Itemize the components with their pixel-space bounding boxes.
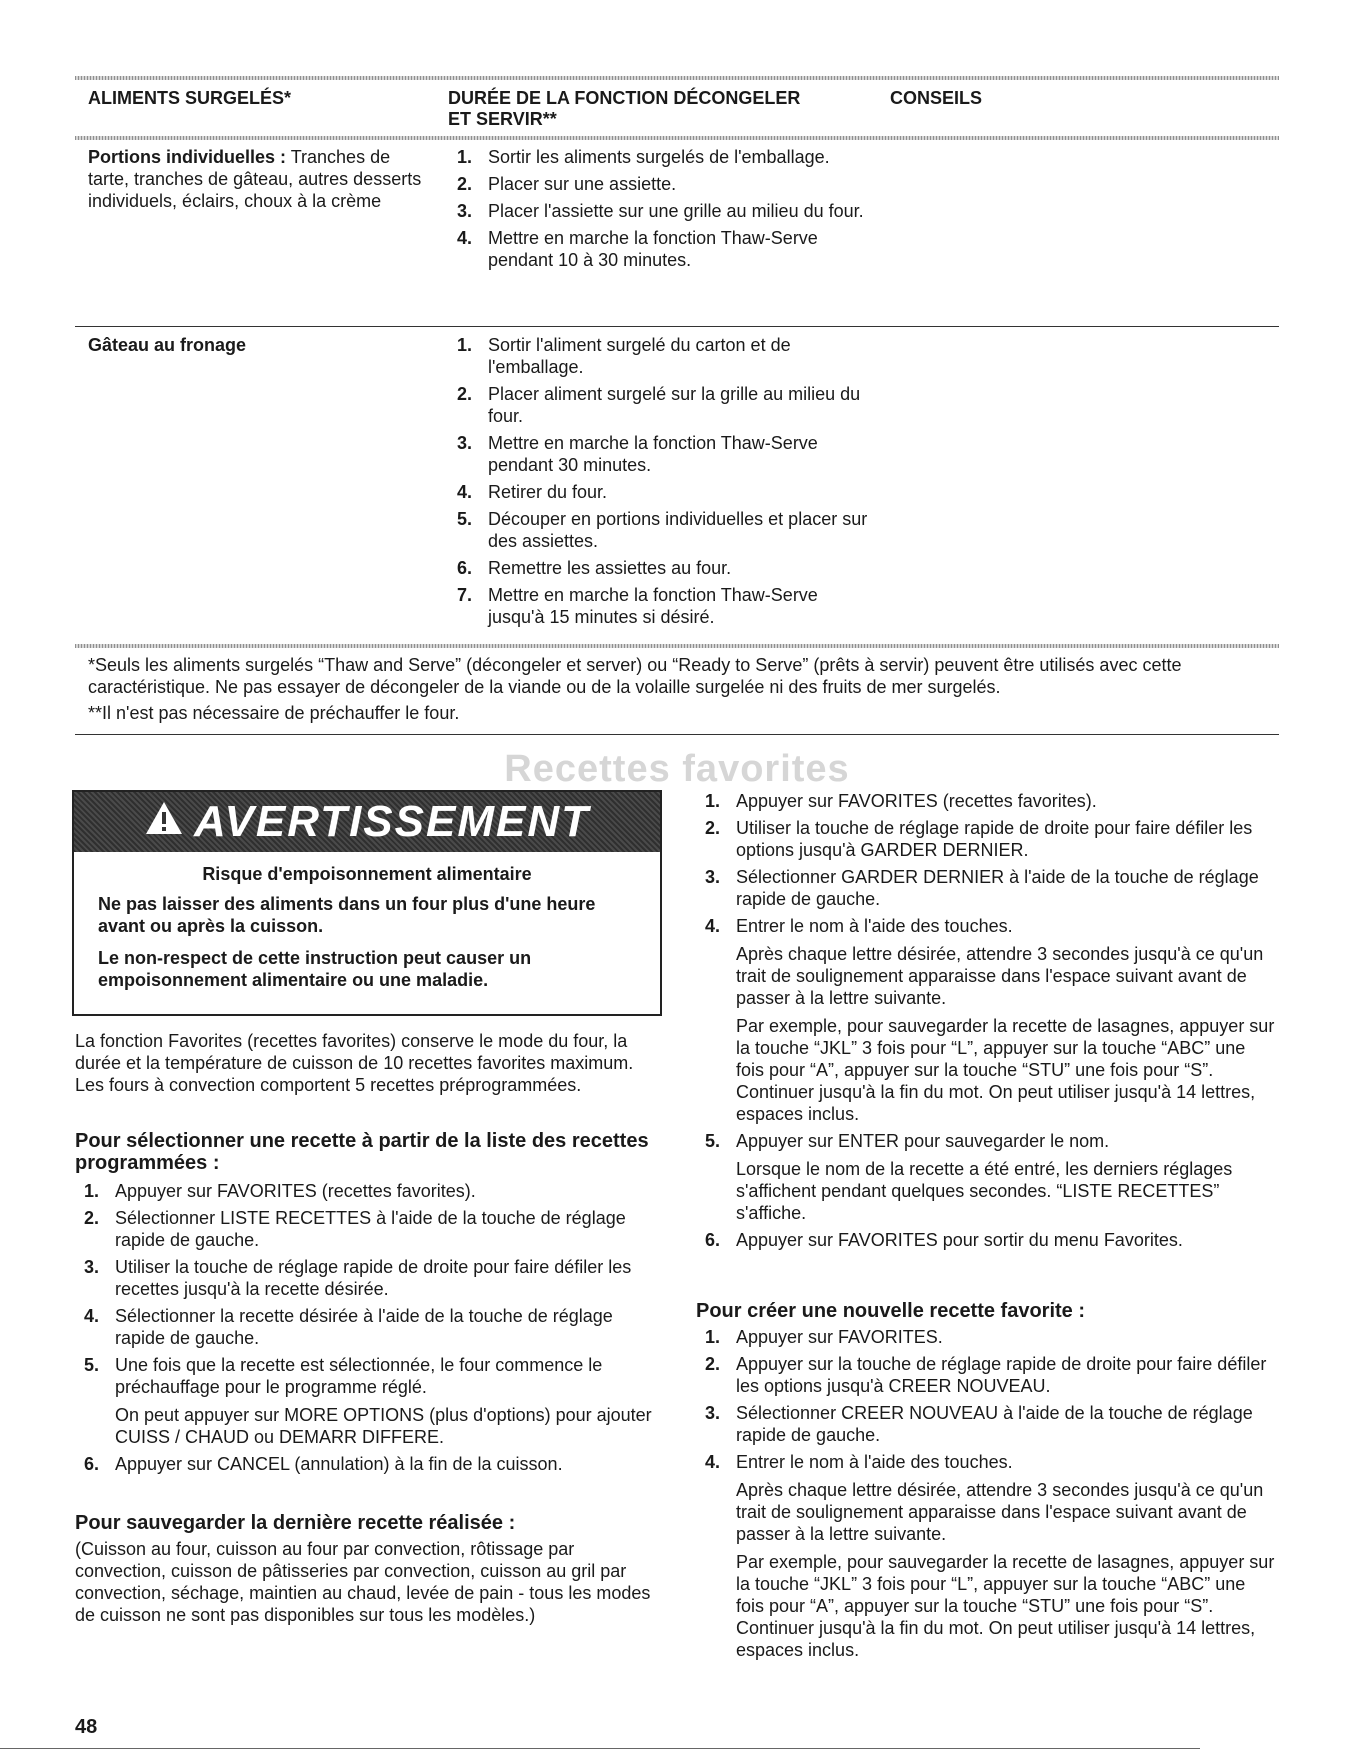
list-item: [75, 1207, 665, 1251]
step-text: Sélectionner LISTE RECETTES à l'aide de la touche de réglage rapide de gauche.: [115, 1208, 626, 1250]
step-number: 5.: [456, 509, 472, 529]
step-note: On peut appuyer sur MORE OPTIONS (plus d'options) pour ajouter CUISS / CHAUD ou DEMARR DIFFERE.: [115, 1405, 652, 1447]
list-item: [448, 227, 878, 271]
step-number: 1.: [704, 791, 720, 811]
warning-triangle-icon: [144, 797, 184, 847]
save-last-steps: [696, 790, 1276, 1256]
step-number: 3.: [704, 1403, 720, 1423]
section-title: Recettes favorites: [504, 748, 850, 790]
step-number: 4.: [704, 916, 720, 936]
list-item: [696, 1130, 1276, 1224]
step-note: Lorsque le nom de la recette a été entré, les derniers réglages s'affichent pendant quelques secondes. “LISTE RECETTES” s'affiche.: [736, 1159, 1233, 1223]
section-rule: [75, 734, 1279, 735]
list-item: [448, 508, 878, 552]
list-item: [75, 1453, 665, 1475]
list-item: [75, 1256, 665, 1300]
step-text: Placer sur une assiette.: [488, 174, 677, 194]
step-number: 7.: [456, 585, 472, 605]
step-text: Mettre en marche la fonction Thaw-Serve pendant 10 à 30 minutes.: [488, 228, 818, 270]
list-item: [696, 1229, 1276, 1251]
step-number: 4.: [456, 228, 472, 248]
row-divider: [75, 326, 1279, 327]
list-item: [696, 1451, 1276, 1661]
list-item: [75, 1305, 665, 1349]
footnote-1: *Seuls les aliments surgelés “Thaw and Serve” (décongeler et server) ou “Ready to Serve” (prêts à servir) peuvent être utilisés avec cette caractéristique. Ne pas essayer de décongeler de la viande ou de la volaille surgelée ni des fruits de mer surgelés.: [88, 655, 1182, 697]
save-recipe-heading: Pour sauvegarder la dernière recette réalisée :: [75, 1512, 516, 1534]
step-note: Par exemple, pour sauvegarder la recette de lasagnes, appuyer sur la touche “JKL” 3 fois pour “L”, appuyer sur la touche “ABC” une fois pour “A”, appuyer sur la touche “STU” une fois pour “S”. Continuer jusqu'à la fin du mot. On peut utiliser jusqu'à 14 lettres, espaces inclus.: [736, 1552, 1275, 1660]
step-number: 2.: [83, 1208, 99, 1228]
step-text: Placer aliment surgelé sur la grille au milieu du four.: [488, 384, 861, 426]
step-number: 3.: [83, 1257, 99, 1277]
step-text: Sortir les aliments surgelés de l'emballage.: [488, 147, 830, 167]
step-number: 3.: [456, 201, 472, 221]
warning-box: [72, 790, 662, 1016]
step-text: Appuyer sur FAVORITES.: [736, 1327, 943, 1347]
step-text: Appuyer sur FAVORITES pour sortir du menu Favorites.: [736, 1230, 1183, 1250]
step-number: 1.: [456, 147, 472, 167]
step-text: Sortir l'aliment surgelé du carton et de l'emballage.: [488, 335, 791, 377]
step-text: Appuyer sur CANCEL (annulation) à la fin de la cuisson.: [115, 1454, 563, 1474]
list-item: [75, 1180, 665, 1202]
row1-food: Portions individuelles : Tranches de tarte, tranches de gâteau, autres desserts individuels, éclairs, choux à la crème: [88, 147, 422, 211]
step-text: Appuyer sur FAVORITES (recettes favorites).: [115, 1181, 476, 1201]
step-number: 6.: [456, 558, 472, 578]
step-text: Remettre les assiettes au four.: [488, 558, 732, 578]
step-number: 4.: [456, 482, 472, 502]
list-item: [448, 334, 878, 378]
step-text: Placer l'assiette sur une grille au milieu du four.: [488, 201, 864, 221]
save-recipe-text: (Cuisson au four, cuisson au four par convection, rôtissage par convection, cuisson de pâtisseries par convection, cuisson au gril par convection, séchage, maintien au chaud, levée de pain - tous les modes de cuisson ne sont pas disponibles sur tous les modèles.): [75, 1539, 651, 1625]
warning-text-1: Ne pas laisser des aliments dans un four plus d'une heure avant ou après la cuisson.: [98, 894, 596, 936]
row2-steps: [448, 334, 878, 633]
header-bottom-rule: [75, 136, 1279, 140]
step-text: Mettre en marche la fonction Thaw-Serve jusqu'à 15 minutes si désiré.: [488, 585, 818, 627]
list-item: [696, 915, 1276, 1125]
step-number: 2.: [456, 174, 472, 194]
bottom-edge-rule: [0, 1748, 1200, 1749]
list-item: [696, 790, 1276, 812]
step-note: Après chaque lettre désirée, attendre 3 secondes jusqu'à ce qu'un trait de soulignement apparaisse dans l'espace suivant avant de passer à la lettre suivante.: [736, 944, 1264, 1008]
step-number: 1.: [83, 1181, 99, 1201]
warning-title: Risque d'empoisonnement alimentaire: [202, 864, 532, 884]
step-text: Une fois que la recette est sélectionnée, le four commence le préchauffage pour le programme réglé.: [115, 1355, 603, 1397]
list-item: [696, 1326, 1276, 1348]
step-note: Après chaque lettre désirée, attendre 3 secondes jusqu'à ce qu'un trait de soulignement apparaisse dans l'espace suivant avant de passer à la lettre suivante.: [736, 1480, 1264, 1544]
step-text: Sélectionner la recette désirée à l'aide de la touche de réglage rapide de gauche.: [115, 1306, 613, 1348]
create-recipe-heading: Pour créer une nouvelle recette favorite :: [696, 1300, 1086, 1322]
step-text: Appuyer sur la touche de réglage rapide de droite pour faire défiler les options jusqu'à CREER NOUVEAU.: [736, 1354, 1267, 1396]
step-text: Entrer le nom à l'aide des touches.: [736, 916, 1013, 936]
list-item: [448, 146, 878, 168]
step-number: 4.: [704, 1452, 720, 1472]
step-number: 2.: [704, 1354, 720, 1374]
step-text: Sélectionner CREER NOUVEAU à l'aide de la touche de réglage rapide de gauche.: [736, 1403, 1253, 1445]
list-item: [448, 481, 878, 503]
warning-banner: AVERTISSEMENT: [74, 792, 660, 852]
list-item: [696, 1353, 1276, 1397]
step-number: 1.: [704, 1327, 720, 1347]
select-recipe-steps: [75, 1180, 665, 1480]
step-number: 2.: [704, 818, 720, 838]
step-number: 6.: [83, 1454, 99, 1474]
step-number: 4.: [83, 1306, 99, 1326]
select-recipe-heading: Pour sélectionner une recette à partir de la liste des recettes programmées :: [75, 1130, 649, 1174]
list-item: [448, 383, 878, 427]
list-item: [448, 557, 878, 579]
create-recipe-steps: [696, 1326, 1276, 1666]
list-item: [448, 584, 878, 628]
warning-text-2: Le non-respect de cette instruction peut causer un empoisonnement alimentaire ou une maladie.: [98, 948, 532, 990]
list-item: [448, 200, 878, 222]
header-duration: DURÉE DE LA FONCTION DÉCONGELER ET SERVIR**: [448, 88, 801, 129]
footnote-2: **Il n'est pas nécessaire de préchauffer le four.: [88, 703, 460, 723]
page-number: 48: [75, 1716, 98, 1738]
step-text: Sélectionner GARDER DERNIER à l'aide de la touche de réglage rapide de gauche.: [736, 867, 1259, 909]
step-text: Découper en portions individuelles et placer sur des assiettes.: [488, 509, 868, 551]
table-bottom-rule: [75, 644, 1279, 648]
table-top-rule: [75, 76, 1279, 80]
step-text: Utiliser la touche de réglage rapide de droite pour faire défiler les recettes jusqu'à la recette désirée.: [115, 1257, 632, 1299]
step-number: 5.: [704, 1131, 720, 1151]
step-text: Appuyer sur ENTER pour sauvegarder le nom.: [736, 1131, 1110, 1151]
step-text: Retirer du four.: [488, 482, 608, 502]
intro-paragraph: La fonction Favorites (recettes favorites) conserve le mode du four, la durée et la température de cuisson de 10 recettes favorites maximum. Les fours à convection comportent 5 recettes préprogrammées.: [75, 1031, 634, 1095]
step-number: 5.: [83, 1355, 99, 1375]
header-tips: CONSEILS: [890, 88, 983, 108]
row1-steps: [448, 146, 878, 276]
list-item: [448, 173, 878, 195]
header-frozen-foods: ALIMENTS SURGELÉS*: [88, 88, 292, 108]
step-number: 3.: [456, 433, 472, 453]
step-number: 3.: [704, 867, 720, 887]
step-number: 1.: [456, 335, 472, 355]
row2-food: Gâteau au fronage: [88, 335, 247, 355]
step-number: 6.: [704, 1230, 720, 1250]
list-item: [696, 817, 1276, 861]
step-number: 2.: [456, 384, 472, 404]
step-note: Par exemple, pour sauvegarder la recette de lasagnes, appuyer sur la touche “JKL” 3 fois pour “L”, appuyer sur la touche “ABC” une fois pour “A”, appuyer sur la touche “STU” une fois pour “S”. Continuer jusqu'à la fin du mot. On peut utiliser jusqu'à 14 lettres, espaces inclus.: [736, 1016, 1275, 1124]
list-item: [448, 432, 878, 476]
step-text: Appuyer sur FAVORITES (recettes favorites).: [736, 791, 1097, 811]
list-item: [75, 1354, 665, 1448]
step-text: Entrer le nom à l'aide des touches.: [736, 1452, 1013, 1472]
list-item: [696, 1402, 1276, 1446]
list-item: [696, 866, 1276, 910]
step-text: Mettre en marche la fonction Thaw-Serve pendant 30 minutes.: [488, 433, 818, 475]
step-text: Utiliser la touche de réglage rapide de droite pour faire défiler les options jusqu'à GARDER DERNIER.: [736, 818, 1253, 860]
